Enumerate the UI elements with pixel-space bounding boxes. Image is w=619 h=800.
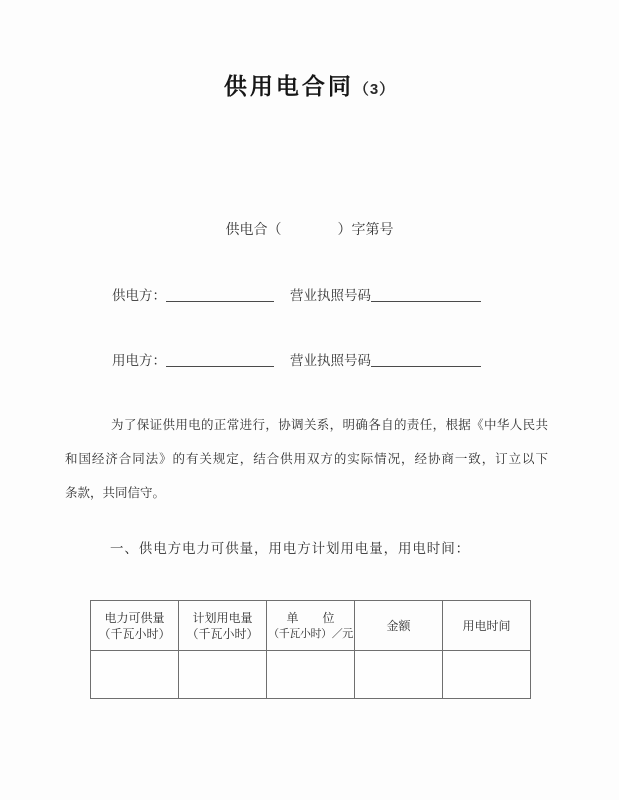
contract-title-text: 供用电合同: [223, 73, 354, 99]
consumer-license-label: 营业执照号码: [290, 353, 371, 368]
header-cell-supply-capacity: [91, 601, 179, 651]
table-cell: [443, 651, 531, 699]
supplier-license-label: 营业执照号码: [290, 288, 371, 303]
table-cell: [91, 651, 179, 699]
header-cell-usage-time: [443, 601, 531, 651]
intro-line: 和国经济合同法》的有关规定，结合供用双方的实际情况，经协商一致，订立以下: [65, 452, 548, 466]
consumer-name-blank: [166, 353, 274, 367]
table-cell: [267, 651, 355, 699]
contract-serial-line: [0, 219, 619, 239]
serial-suffix: ）字第号: [337, 221, 394, 237]
consumer-license-blank: [371, 353, 481, 367]
supplier-row: [112, 287, 481, 305]
consumer-label: 用电方：: [112, 353, 166, 368]
header-line: 电力可供量: [104, 610, 165, 625]
supplier-name-blank: [166, 288, 274, 302]
table-data-row: [91, 651, 531, 699]
table-cell: [355, 651, 443, 699]
supplier-license-blank: [371, 288, 481, 302]
serial-prefix: 供电合（: [225, 221, 282, 237]
header-line: （千瓦小时）／元: [268, 627, 353, 640]
header-line: （千瓦小时）: [186, 626, 259, 641]
header-line: （千瓦小时）: [98, 626, 171, 641]
header-line: 用电时间: [462, 618, 511, 633]
section-1-heading: 一、供电方电力可供量，用电方计划用电量，用电时间：: [110, 541, 470, 556]
intro-paragraph: [65, 408, 548, 510]
intro-line: 条款，共同信守。: [65, 486, 166, 500]
intro-line: 为了保证供用电的正常进行，协调关系，明确各自的责任，根据《中华人民共: [111, 418, 548, 432]
consumer-row: [112, 352, 481, 370]
header-line: 金额: [386, 618, 411, 633]
table-header-row: [91, 601, 531, 651]
contract-title-number: （3）: [353, 81, 396, 98]
header-cell-amount: [355, 601, 443, 651]
contract-title: [0, 72, 619, 104]
supply-table: [90, 600, 531, 699]
header-cell-unit-price: [267, 601, 355, 651]
table-cell: [179, 651, 267, 699]
header-line: 单 位: [286, 610, 335, 625]
supplier-label: 供电方：: [112, 288, 166, 303]
header-cell-planned-usage: [179, 601, 267, 651]
header-line: 计划用电量: [192, 610, 253, 625]
